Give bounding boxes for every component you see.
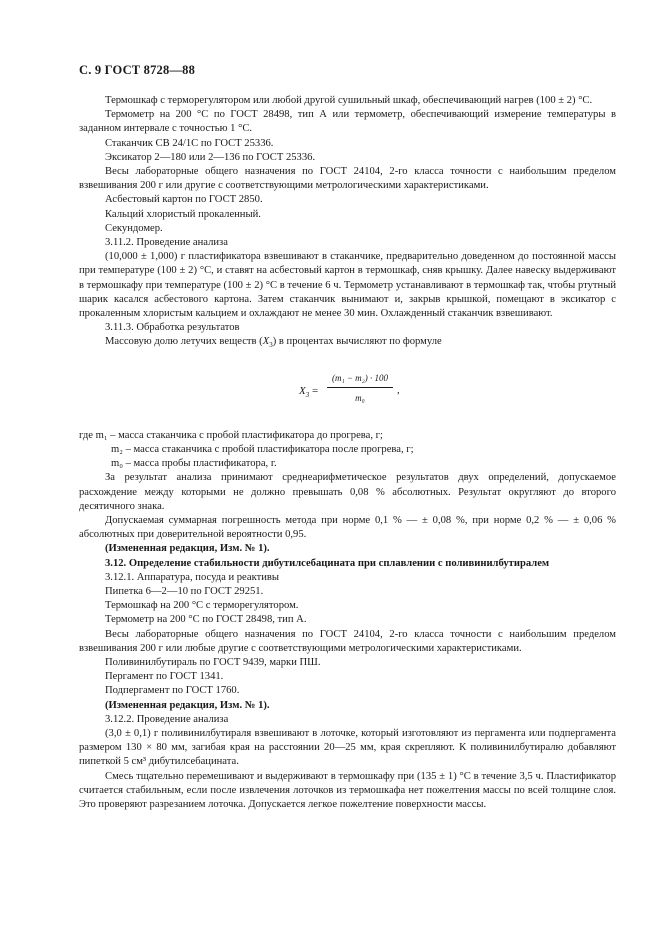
definition-m2: m₂ – масса стаканчика с пробой пластификатора после прогрева, г; bbox=[111, 443, 414, 455]
paragraph: Пергамент по ГОСТ 1341. bbox=[105, 671, 224, 683]
paragraph: Весы лабораторные общего назначения по ГОСТ 24104, 2-го класса точности с наибольшим пределом взвешивания 200 г или другие с соответствующими метрологическими характеристиками. bbox=[79, 166, 616, 192]
formula-lhs bbox=[299, 384, 318, 402]
formula-intro bbox=[79, 335, 616, 352]
definition-m1-text: m₁ – масса стаканчика с пробой пластификатора до прогрева, г; bbox=[95, 429, 383, 441]
page-header: С. 9 ГОСТ 8728—88 bbox=[79, 63, 196, 77]
definition-m1 bbox=[79, 429, 616, 443]
paragraph: Асбестовый картон по ГОСТ 2850. bbox=[105, 194, 263, 206]
paragraph: Допускаемая суммарная погрешность метода при норме 0,1 % — ± 0,08 %, при норме 0,2 % — ± 0,06 % абсолютных при доверительной вероятности 0,95. bbox=[79, 514, 616, 541]
formula-denominator: m₀ bbox=[355, 392, 365, 403]
paragraph: Термометр на 200 °С по ГОСТ 28498, тип А. bbox=[105, 614, 307, 626]
section-heading: 3.12.1. Аппаратура, посуда и реактивы bbox=[105, 571, 280, 583]
paragraph: Смесь тщательно перемешивают и выдерживают в термошкафу при (135 ± 1) °С в течение 3,5 ч. Пластификатор считается стабильным, если после извлечения лоточков из термошкафа нет пожелтения массы по всей толщине слоя. Это проверяют разрезанием лоточка. Допускается легкое пожелтение поверхности массы. bbox=[79, 770, 616, 811]
paragraph: Стаканчик СВ 24/1С по ГОСТ 25336. bbox=[105, 137, 274, 149]
paragraph: Кальций хлористый прокаленный. bbox=[105, 208, 261, 220]
paragraph: Секундомер. bbox=[105, 222, 163, 234]
formula-lhs-sub: 3 bbox=[305, 390, 310, 399]
variable-x-subscript: 3 bbox=[269, 341, 273, 350]
paragraph: Поливинилбутираль по ГОСТ 9439, марки ПШ. bbox=[105, 657, 321, 669]
paragraph: Термошкаф с терморегулятором или любой другой сушильный шкаф, обеспечивающий нагрев (100 ± 2) °С. bbox=[105, 95, 593, 106]
formula-intro-text-end: ) в процентах вычисляют по формуле bbox=[272, 336, 442, 348]
paragraph: (10,000 ± 1,000) г пластификатора взвешивают в стаканчике, предварительно доведенном до постоянной массы при температуре (100 ± 2) °С, и ставят на асбестовый картон в термошкаф, сняв крышку. Далее навеску выдерживают в термошкафу при температуре (100 ± 2) °С в течение 6 ч. Термометр устанавливают в термошкаф так, чтобы ртутный шарик касался асбестового картона. Затем стаканчик вынимают и, закрыв крышкой, помещают в эксикатор с прокаленным хлористым кальцием и охлаждают не менее 30 мин. Охлажденный стаканчик взвешивают. bbox=[79, 251, 616, 320]
formula bbox=[79, 365, 616, 423]
paragraph: (3,0 ± 0,1) г поливинилбутираля взвешивают в лоточке, который изготовляют из пергамента или подпергамента размером 130 × 80 мм, загибая края на расстоянии 20—25 мм, края скрепляют. К поливинилбутиралю добавляют пипеткой 5 см³ дибутилсебацината. bbox=[79, 728, 616, 768]
document-body bbox=[79, 94, 616, 812]
section-heading: 3.12.2. Проведение анализа bbox=[105, 713, 229, 725]
definition-m0: m₀ – масса пробы пластификатора, г. bbox=[111, 458, 277, 470]
formula-intro-text: Массовую долю летучих веществ ( bbox=[105, 336, 263, 348]
where-lead: где bbox=[79, 429, 93, 441]
paragraph: Пипетка 6—2—10 по ГОСТ 29251. bbox=[105, 586, 264, 597]
variable-x: X bbox=[262, 336, 270, 348]
section-heading: 3.11.2. Проведение анализа bbox=[105, 237, 228, 249]
formula-comma: , bbox=[397, 384, 400, 396]
amendment-note: (Измененная редакция, Изм. № 1). bbox=[105, 543, 270, 555]
section-heading: 3.11.3. Обработка результатов bbox=[105, 322, 240, 334]
formula-fraction bbox=[325, 371, 395, 405]
section-title: 3.12. Определение стабильности дибутилсебацината при сплавлении с поливинилбутиралем bbox=[105, 557, 550, 569]
paragraph: За результат анализа принимают среднеарифметическое результатов двух определений, допускаемое расхождение между которыми не должно превышать 0,08 % абсолютных. Результат округляют до второго десятичного знака. bbox=[79, 472, 616, 512]
paragraph: Подпергамент по ГОСТ 1760. bbox=[105, 685, 240, 697]
paragraph: Термошкаф на 200 °С с терморегулятором. bbox=[105, 600, 299, 612]
variable-definitions bbox=[79, 429, 616, 472]
formula-equals: = bbox=[309, 384, 319, 397]
paragraph: Термометр на 200 °С по ГОСТ 28498, тип А или термометр, обеспечивающий измерение температуры в заданном интервале с точностью 1 °С. bbox=[79, 109, 616, 135]
formula-lhs-var: X bbox=[299, 384, 306, 397]
amendment-note: (Измененная редакция, Изм. № 1). bbox=[105, 699, 270, 711]
paragraph: Весы лабораторные общего назначения по ГОСТ 24104, 2-го класса точности с наибольшим пределом взвешивания 200 г или любые другие с соответствующими метрологическими характеристиками. bbox=[79, 628, 616, 654]
formula-numerator: (m₁ − m₂) · 100 bbox=[331, 372, 389, 383]
paragraph: Эксикатор 2—180 или 2—136 по ГОСТ 25336. bbox=[105, 151, 316, 163]
